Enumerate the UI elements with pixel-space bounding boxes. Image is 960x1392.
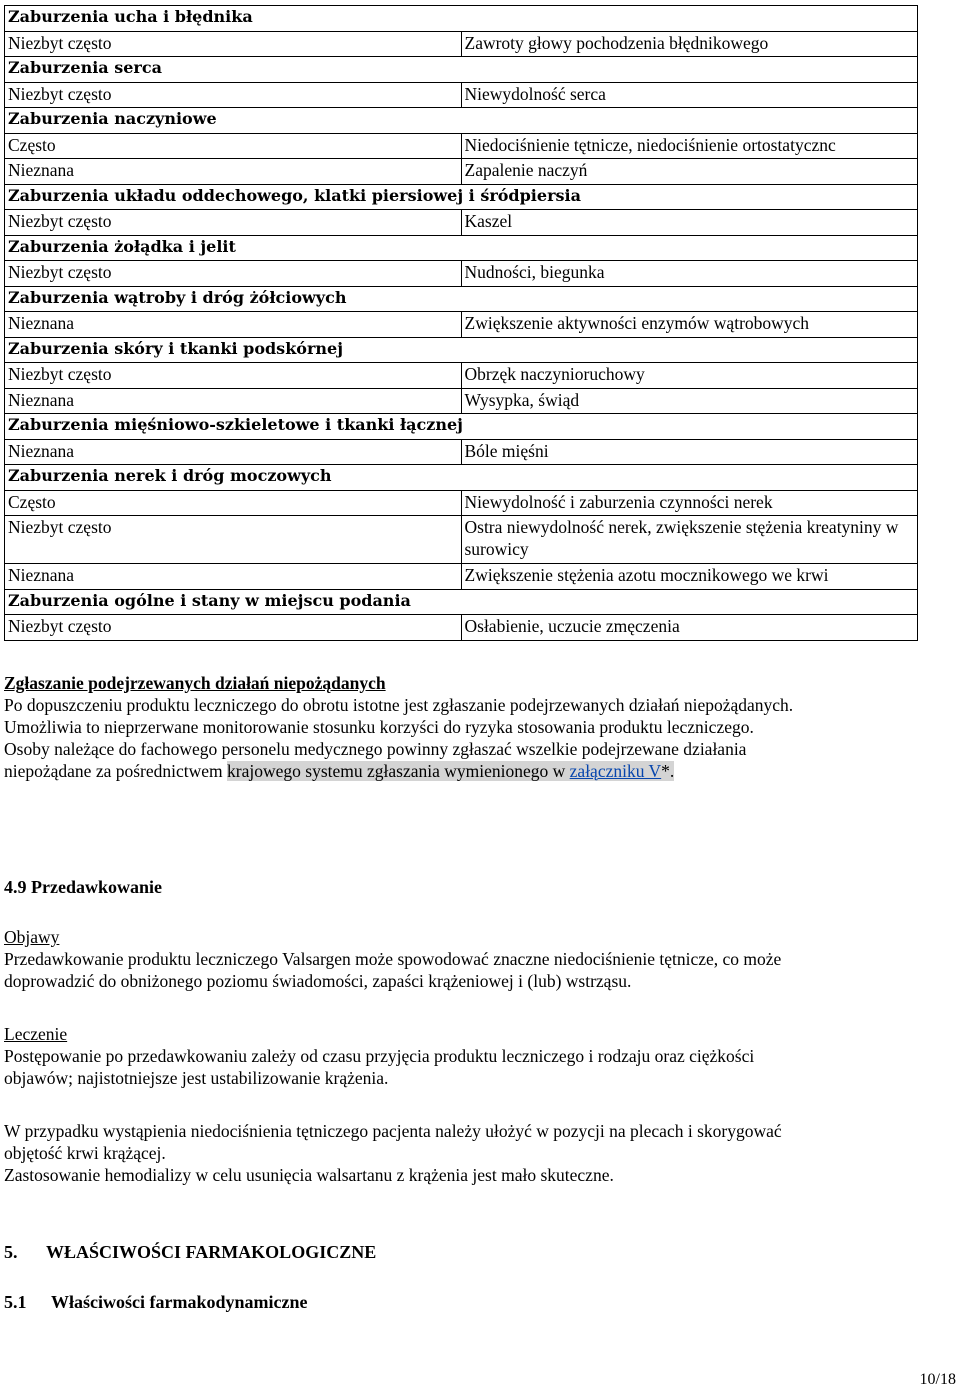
effect-cell: Zwiększenie stężenia azotu mocznikowego we krwi (461, 564, 918, 590)
reporting-heading: Zgłaszanie podejrzewanych działań niepożądanych (4, 673, 386, 693)
reporting-line-4-text: niepożądane za pośrednictwem (4, 760, 228, 781)
hypotension-section (4, 1121, 956, 1187)
section-5-number: 5. (4, 1242, 18, 1262)
table-section-row (5, 589, 918, 615)
page-number: 10/18 (919, 1371, 956, 1388)
frequency-cell: Często (5, 490, 462, 516)
table-section-row (5, 337, 918, 363)
table-row (5, 439, 918, 465)
section-5-heading (4, 1241, 376, 1264)
frequency-cell: Niezbyt często (5, 210, 462, 236)
frequency-cell: Niezbyt często (5, 363, 462, 389)
frequency-cell: Niezbyt często (5, 31, 462, 57)
adverse-effects-table (4, 5, 918, 641)
effect-cell: Niedociśnienie tętnicze, niedociśnienie ortostatycznc (461, 133, 918, 159)
hypotension-line-2: objętość krwi krążącej. (4, 1142, 166, 1163)
section-5-title: WŁAŚCIWOŚCI FARMAKOLOGICZNE (46, 1242, 377, 1262)
section-title: Zaburzenia mięśniowo-szkieletowe i tkanki łącznej (5, 414, 918, 440)
table-section-row (5, 286, 918, 312)
reporting-line-3: Osoby należące do fachowego personelu medycznego powinny zgłaszać wszelkie podejrzewane działania (4, 738, 747, 759)
frequency-cell: Niezbyt często (5, 516, 462, 564)
effect-cell: Niewydolność i zaburzenia czynności nerek (461, 490, 918, 516)
effect-cell: Zapalenie naczyń (461, 159, 918, 185)
hypotension-line-1: W przypadku wystąpienia niedociśnienia tętniczego pacjenta należy ułożyć w pozycji na plecach i skorygować (4, 1121, 782, 1141)
effect-cell: Osłabienie, uczucie zmęczenia (461, 615, 918, 641)
overdose-heading: 4.9 Przedawkowanie (4, 877, 162, 897)
table-row (5, 388, 918, 414)
table-row (5, 159, 918, 185)
effect-cell: Zawroty głowy pochodzenia błędnikowego (461, 31, 918, 57)
section-5-1-heading (4, 1291, 307, 1314)
section-title: Zaburzenia układu oddechowego, klatki piersiowej i śródpiersia (5, 184, 918, 210)
treatment-line-1: Postępowanie po przedawkowaniu zależy od czasu przyjęcia produktu leczniczego i rodzaju oraz ciężkości (4, 1045, 755, 1066)
frequency-cell: Nieznana (5, 388, 462, 414)
section-title: Zaburzenia nerek i dróg moczowych (5, 465, 918, 491)
table-section-row (5, 6, 918, 32)
annex-v-link[interactable]: załączniku V (569, 760, 662, 781)
treatment-line-2: objawów; najistotniejsze jest ustabilizowanie krążenia. (4, 1067, 389, 1088)
effect-cell: Zwiększenie aktywności enzymów wątrobowych (461, 312, 918, 338)
table-row (5, 210, 918, 236)
table-row (5, 564, 918, 590)
table-section-row (5, 108, 918, 134)
frequency-cell: Nieznana (5, 312, 462, 338)
table-row (5, 490, 918, 516)
frequency-cell: Nieznana (5, 564, 462, 590)
frequency-cell: Często (5, 133, 462, 159)
table-row (5, 516, 918, 564)
frequency-cell: Niezbyt często (5, 261, 462, 287)
effect-cell: Ostra niewydolność nerek, zwiększenie stężenia kreatyniny w surowicy (461, 516, 918, 564)
frequency-cell: Niezbyt często (5, 615, 462, 641)
treatment-heading: Leczenie (4, 1024, 68, 1044)
section-title: Zaburzenia żołądka i jelit (5, 235, 918, 261)
treatment-section (4, 1024, 956, 1090)
symptoms-section (4, 927, 956, 993)
reporting-highlight (227, 761, 674, 781)
effect-cell: Wysypka, świąd (461, 388, 918, 414)
reporting-line-4 (4, 761, 956, 783)
section-title: Zaburzenia wątroby i dróg żółciowych (5, 286, 918, 312)
section-5-1-title: Właściwości farmakodynamiczne (51, 1292, 308, 1312)
effect-cell: Nudności, biegunka (461, 261, 918, 287)
section-title: Zaburzenia naczyniowe (5, 108, 918, 134)
section-title: Zaburzenia ucha i błędnika (5, 6, 918, 32)
frequency-cell: Nieznana (5, 439, 462, 465)
table-row (5, 312, 918, 338)
table-row (5, 261, 918, 287)
table-section-row (5, 235, 918, 261)
table-section-row (5, 57, 918, 83)
table-section-row (5, 184, 918, 210)
table-row (5, 133, 918, 159)
symptoms-line-1: Przedawkowanie produktu leczniczego Valsargen może spowodować znaczne niedociśnienie tętnicze, co może (4, 948, 782, 969)
reporting-asterisk: *. (661, 760, 675, 781)
effect-cell: Kaszel (461, 210, 918, 236)
section-title: Zaburzenia skóry i tkanki podskórnej (5, 337, 918, 363)
frequency-cell: Niezbyt często (5, 82, 462, 108)
effect-cell: Obrzęk naczynioruchowy (461, 363, 918, 389)
table-section-row (5, 465, 918, 491)
reporting-line-1: Po dopuszczeniu produktu leczniczego do obrotu istotne jest zgłaszanie podejrzewanych działań niepożądanych. (4, 694, 794, 715)
section-title: Zaburzenia serca (5, 57, 918, 83)
frequency-cell: Nieznana (5, 159, 462, 185)
table-section-row (5, 414, 918, 440)
table-row (5, 615, 918, 641)
table-row (5, 82, 918, 108)
effect-cell: Niewydolność serca (461, 82, 918, 108)
table-row (5, 31, 918, 57)
reporting-section (4, 673, 956, 782)
dialysis-line: Zastosowanie hemodializy w celu usunięcia walsartanu z krążenia jest mało skuteczne. (4, 1164, 614, 1185)
section-5-1-number: 5.1 (4, 1292, 27, 1312)
reporting-highlight-text: krajowego systemu zgłaszania wymienionego w (227, 760, 570, 781)
section-title: Zaburzenia ogólne i stany w miejscu podania (5, 589, 918, 615)
symptoms-heading: Objawy (4, 927, 60, 947)
effect-cell: Bóle mięśni (461, 439, 918, 465)
reporting-line-2: Umożliwia to nieprzerwane monitorowanie stosunku korzyści do ryzyka stosowania produktu leczniczego. (4, 716, 754, 737)
symptoms-line-2: doprowadzić do obniżonego poziomu świadomości, zapaści krążeniowej i (lub) wstrząsu. (4, 970, 632, 991)
table-row (5, 363, 918, 389)
